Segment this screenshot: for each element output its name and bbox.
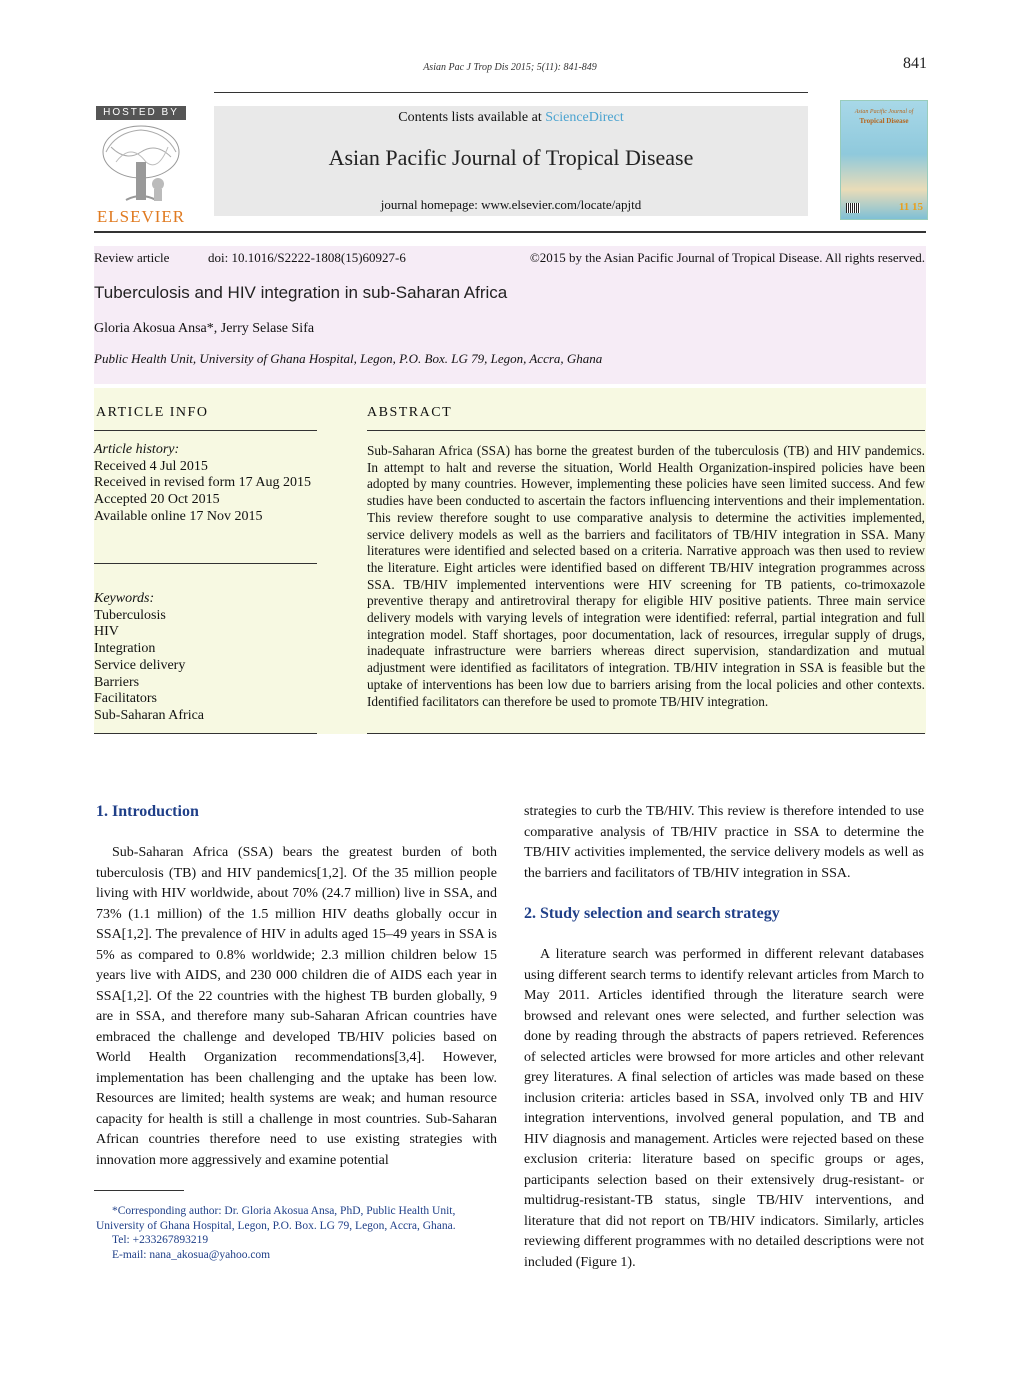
cover-issue: 11 15 [898, 201, 923, 213]
keyword: Sub-Saharan Africa [94, 707, 205, 723]
contents-line [214, 110, 808, 126]
corresponding-email[interactable]: E-mail: nana_akosua@yahoo.com [112, 1248, 271, 1261]
history-label: Article history: [94, 442, 180, 457]
article-affiliation: Public Health Unit, University of Ghana Hospital, Legon, P.O. Box. LG 79, Legon, Accra, Ghana [94, 351, 603, 366]
running-head: Asian Pac J Trop Dis 2015; 5(11): 841-849 [423, 62, 597, 73]
intro-paragraph-continued: strategies to curb the TB/HIV. This review is therefore intended to use comparative analysis of TB/HIV practice in SSA to determine the TB/HIV activities implemented, the service delivery models as well as the barriers and facilitators of TB/HIV integration in SSA. [524, 804, 924, 881]
cover-line-1: Asian Pacific Journal of [854, 109, 914, 115]
keyword: Facilitators [94, 691, 157, 707]
journal-cover-image [840, 100, 928, 220]
keyword: Service delivery [94, 657, 186, 673]
top-rule [214, 92, 808, 93]
cover-line-2: Tropical Disease [859, 117, 909, 125]
header-rule [94, 231, 926, 233]
cover-barcode [846, 203, 860, 213]
history-revised: Received in revised form 17 Aug 2015 [94, 475, 311, 491]
elsevier-tree-logo [96, 122, 186, 212]
contents-prefix: Contents lists available at [398, 110, 546, 125]
section-heading-introduction: 1. Introduction [96, 803, 199, 820]
elsevier-wordmark: ELSEVIER [96, 207, 186, 226]
study-selection-paragraph: A literature search was performed in different relevant databases using different search terms to identify relevant articles from March to May 2011. Articles identified through the literature search were browsed and relevant ones were selected, and further selection was done by reading through the abstracts of papers retrieved. References of selected articles were browsed for more articles and other relevant grey literatures. A final selection of articles was made based on these inclusion criteria: articles based in SSA, involved only TB and HIV integration interventions, involved general population, and TB and HIV diagnosis and management. Articles were rejected based on these exclusion criteria: literature based on specific groups or ages, participants selection based on their extensively drug-resistant- or multidrug-resistant-TB status, single TB/HIV interventions, and literature that did not report on TB/HIV indicators. Similarly, articles reviewing different programmes with no detailed descriptions were not included (Figure 1). [524, 947, 924, 1270]
keyword: Barriers [94, 674, 140, 690]
keywords-block [94, 591, 317, 725]
section-heading-study-selection: 2. Study selection and search strategy [524, 905, 780, 922]
keyword: Integration [94, 641, 156, 657]
article-info-heading: ARTICLE INFO [96, 405, 209, 420]
keyword: Tuberculosis [94, 607, 166, 623]
abstract-heading: ABSTRACT [367, 405, 453, 420]
article-type: Review article [94, 250, 170, 265]
article-authors: Gloria Akosua Ansa*, Jerry Selase Sifa [94, 321, 315, 336]
footnote-rule [94, 1190, 184, 1191]
keyword: HIV [94, 624, 119, 640]
sciencedirect-link[interactable]: ScienceDirect [545, 110, 624, 125]
journal-title: Asian Pacific Journal of Tropical Disease [328, 145, 694, 170]
abstract-bottom-rule [367, 733, 925, 734]
keywords-label: Keywords: [94, 591, 155, 606]
article-doi[interactable]: doi: 10.1016/S2222-1808(15)60927-6 [208, 250, 406, 265]
article-title: Tuberculosis and HIV integration in sub-Saharan Africa [94, 283, 508, 302]
corresponding-author: *Corresponding author: Dr. Gloria Akosua Ansa, PhD, Public Health Unit, University of Ghana Hospital, Legon, P.O. Box. LG 79, Legon, Accra, Ghana. [96, 1205, 456, 1232]
hosted-by-label: HOSTED BY [96, 106, 186, 120]
keywords-rule [94, 733, 317, 734]
intro-paragraph: Sub-Saharan Africa (SSA) bears the greatest burden of both tuberculosis (TB) and HIV pandemics[1,2]. Of the 35 million people living with HIV worldwide, about 70% (24.7 million) live in SSA, and 73% (1.1 million) of the 1.5 million HIV deaths globally occur in SSA[1,2]. The prevalence of HIV in adults aged 15–49 years in SSA is 5% as compared to 0.8% worldwide; 2.3 million children below 15 years live with AIDS, and 230 000 children die of AIDS each year in SSA[1,2]. Of the 22 countries with the highest TB burden globally, 9 are in SSA, and therefore many sub-Saharan African countries have embraced the challenge and developed TB/HIV policies based on World Health Organization recommendations[3,4]. However, implementation has been challenging and the uptake has been low. Resources are limited; health systems are weak; and human resource capacity for health is still a challenge in most countries. Sub-Saharan African countries therefore need to use existing strategies with innovation more aggressively and examine potential [96, 845, 497, 1168]
page-number: 841 [903, 55, 927, 72]
abstract-rule [367, 430, 925, 431]
history-accepted: Accepted 20 Oct 2015 [94, 492, 220, 508]
corresponding-tel: Tel: +233267893219 [112, 1234, 209, 1246]
footnote-block [96, 1204, 497, 1262]
history-rule [94, 563, 317, 564]
abstract-text: Sub-Saharan Africa (SSA) has borne the greatest burden of the tuberculosis (TB) and HIV pandemics. In attempt to halt and reverse the situation, World Health Organization-inspired policies have been adopted by many countries. However, implementing these policies have seen limited success. And few studies have been conducted to ascertain the factors influencing interventions and their implementation. This review therefore sought to use comparative analysis to determine the activities implemented, service delivery models as well as the barriers and facilitators of TB/HIV integration in SSA. Many literatures were identified and selected based on a criteria. Narrative approach was then used to review the literature. Eight articles were identified based on different TB/HIV integration programmes across SSA. TB/HIV implemented interventions were HIV screening for TB patients, co-trimoxazole preventive therapy and antiretroviral therapy for eligible HIV positive patients. Three main service delivery models with varying levels of integration were identified: referral, partial integration and full integration model. Staff shortages, poor documentation, lack of resources, irregular supply of drugs, inadequate infrastructure were barriers whereas direct supervision, standardization and mutual adjustment were identified as facilitators of integration. TB/HIV integration in SSA is feasible but the uptake of interventions has been low due to barriers arising from the local policies and other contexts. Identified facilitators can therefore be used to promote TB/HIV integration. [367, 443, 925, 709]
article-history [94, 442, 317, 526]
history-online: Available online 17 Nov 2015 [94, 508, 263, 524]
history-received: Received 4 Jul 2015 [94, 458, 208, 474]
article-copyright: ©2015 by the Asian Pacific Journal of Tropical Disease. All rights reserved. [529, 250, 925, 265]
journal-homepage[interactable]: journal homepage: www.elsevier.com/locate/apjtd [380, 197, 642, 212]
article-info-rule [94, 430, 317, 431]
